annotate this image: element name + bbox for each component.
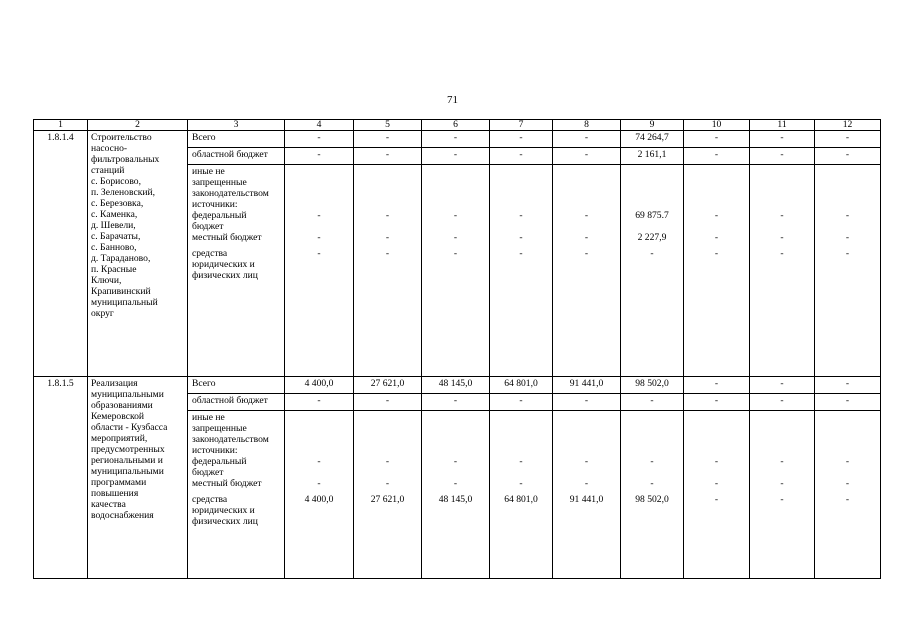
value-cell [490, 411, 553, 579]
federal-value: - [385, 456, 390, 467]
value-cell: - [815, 131, 881, 148]
value-cell [422, 411, 490, 579]
local-value: - [584, 478, 589, 489]
legal-value: 48 145,0 [438, 494, 473, 505]
value-cell [684, 165, 750, 377]
column-header: 12 [815, 120, 881, 131]
local-value: - [385, 478, 390, 489]
legal-value: - [317, 248, 321, 259]
budget-table [33, 119, 881, 579]
text-line: физических лиц [192, 270, 258, 281]
text-line: источники: [192, 199, 238, 210]
text-line: области - Кузбасса [91, 422, 168, 433]
column-header: 9 [621, 120, 684, 131]
text-line: округ [91, 308, 114, 319]
federal-value: - [845, 210, 850, 221]
value-cell: - [422, 148, 490, 165]
legal-value: - [845, 248, 850, 259]
federal-value: - [780, 210, 784, 221]
text-line: предусмотренных [91, 444, 165, 455]
text-line: п. Красные [91, 264, 137, 275]
source-label: Всего [188, 377, 285, 394]
local-value: - [714, 478, 719, 489]
column-header: 10 [684, 120, 750, 131]
text-line: бюджет [192, 221, 224, 232]
federal-value: - [317, 456, 321, 467]
local-value: - [650, 478, 654, 489]
value-cell: - [621, 394, 684, 411]
column-header: 11 [750, 120, 815, 131]
table-row [34, 131, 881, 148]
text-line: средства [192, 494, 228, 505]
item-description [88, 377, 188, 579]
value-cell [354, 165, 422, 377]
text-line: Крапивинский [91, 286, 151, 297]
federal-value: - [845, 456, 850, 467]
column-header: 8 [553, 120, 621, 131]
text-line: юридических и [192, 505, 255, 516]
legal-value: - [519, 248, 523, 259]
local-value: - [584, 232, 589, 243]
value-cell [285, 165, 354, 377]
value-cell: - [553, 131, 621, 148]
source-label [188, 411, 285, 579]
source-label [188, 165, 285, 377]
table-body [34, 120, 881, 579]
legal-value: 98 502,0 [635, 494, 669, 505]
federal-value: - [453, 456, 458, 467]
value-cell: 74 264,7 [621, 131, 684, 148]
text-line: региональными и [91, 455, 163, 466]
value-cell: - [684, 377, 750, 394]
value-cell [621, 165, 684, 377]
value-cell: 98 502,0 [621, 377, 684, 394]
text-line: Строительство [91, 132, 152, 143]
text-line: с. Барачаты, [91, 231, 141, 242]
text-line: бюджет [192, 467, 224, 478]
legal-value: - [714, 494, 719, 505]
text-line: юридических и [192, 259, 255, 270]
value-cell: 4 400,0 [285, 377, 354, 394]
text-line: местный бюджет [192, 232, 262, 243]
local-value: - [385, 232, 390, 243]
local-value: - [519, 478, 523, 489]
text-line: с. Каменка, [91, 209, 138, 220]
text-line: водоснабжения [91, 510, 154, 521]
value-cell: - [684, 148, 750, 165]
value-cell [621, 411, 684, 579]
local-value: 2 227,9 [637, 232, 667, 243]
page-number: 71 [447, 94, 458, 106]
value-cell: - [285, 394, 354, 411]
item-number: 1.8.1.4 [34, 131, 88, 377]
text-line: муниципальными [91, 466, 164, 477]
value-cell: - [815, 394, 881, 411]
text-line: с. Борисово, [91, 176, 142, 187]
text-line: законодательством [192, 434, 269, 445]
value-cell [422, 165, 490, 377]
text-line: с. Березовка, [91, 198, 144, 209]
text-line: источники: [192, 445, 238, 456]
text-line: качества [91, 499, 126, 510]
federal-value: - [714, 210, 719, 221]
value-cell: 27 621,0 [354, 377, 422, 394]
federal-value: - [714, 456, 719, 467]
text-line: Кемеровской [91, 411, 145, 422]
column-header: 1 [34, 120, 88, 131]
text-line: законодательством [192, 188, 269, 199]
value-cell: 48 145,0 [422, 377, 490, 394]
column-header: 6 [422, 120, 490, 131]
text-line: запрещенные [192, 177, 247, 188]
header-row [34, 120, 881, 131]
legal-value: - [453, 248, 458, 259]
federal-value: - [453, 210, 458, 221]
federal-value: 69 875.7 [635, 210, 669, 221]
value-cell: - [750, 131, 815, 148]
value-cell: - [684, 131, 750, 148]
federal-value: - [519, 210, 523, 221]
value-cell [490, 165, 553, 377]
text-line: с. Банново, [91, 242, 137, 253]
legal-value: - [584, 248, 589, 259]
column-header: 7 [490, 120, 553, 131]
value-cell: - [750, 394, 815, 411]
text-line: местный бюджет [192, 478, 262, 489]
legal-value: - [780, 248, 784, 259]
legal-value: 64 801,0 [504, 494, 538, 505]
text-line: муниципальный [91, 297, 158, 308]
column-header: 4 [285, 120, 354, 131]
local-value: - [780, 478, 784, 489]
value-cell: 91 441,0 [553, 377, 621, 394]
local-value: - [317, 232, 321, 243]
item-number: 1.8.1.5 [34, 377, 88, 579]
text-line: иные не [192, 412, 225, 423]
text-line: запрещенные [192, 423, 247, 434]
federal-value: - [317, 210, 321, 221]
local-value: - [519, 232, 523, 243]
value-cell [285, 411, 354, 579]
value-cell: - [285, 148, 354, 165]
text-line: п. Зеленовский, [91, 187, 156, 198]
legal-value: 27 621,0 [370, 494, 405, 505]
legal-value: 4 400,0 [304, 494, 334, 505]
local-value: - [453, 232, 458, 243]
value-cell: - [285, 131, 354, 148]
text-line: муниципальными [91, 389, 164, 400]
value-cell: - [422, 131, 490, 148]
text-line: Ключи, [91, 275, 122, 286]
federal-value: - [650, 456, 654, 467]
text-line: д. Тараданово, [91, 253, 151, 264]
item-description [88, 131, 188, 377]
local-value: - [317, 478, 321, 489]
value-cell: - [422, 394, 490, 411]
value-cell: - [815, 377, 881, 394]
text-line: федеральный [192, 210, 247, 221]
text-line: д. Шевели, [91, 220, 136, 231]
column-header: 2 [88, 120, 188, 131]
federal-value: - [780, 456, 784, 467]
legal-value: - [385, 248, 390, 259]
federal-value: - [584, 456, 589, 467]
value-cell: - [815, 148, 881, 165]
local-value: - [845, 478, 850, 489]
value-cell: 64 801,0 [490, 377, 553, 394]
value-cell [553, 411, 621, 579]
federal-value: - [385, 210, 390, 221]
local-value: - [780, 232, 784, 243]
value-cell: - [750, 148, 815, 165]
value-cell: - [553, 148, 621, 165]
source-label: областной бюджет [188, 148, 285, 165]
column-header: 3 [188, 120, 285, 131]
text-line: средства [192, 248, 228, 259]
value-cell: - [553, 394, 621, 411]
column-header: 5 [354, 120, 422, 131]
value-cell: - [490, 394, 553, 411]
value-cell: - [490, 148, 553, 165]
source-label: областной бюджет [188, 394, 285, 411]
value-cell: - [354, 148, 422, 165]
source-label: Всего [188, 131, 285, 148]
federal-value: - [584, 210, 589, 221]
text-line: мероприятий, [91, 433, 148, 444]
text-line: Реализация [91, 378, 138, 389]
local-value: - [453, 478, 458, 489]
text-line: насосно- [91, 143, 128, 154]
value-cell [750, 165, 815, 377]
text-line: образованиями [91, 400, 153, 411]
text-line: станций [91, 165, 125, 176]
legal-value: - [780, 494, 784, 505]
text-line: федеральный [192, 456, 247, 467]
value-cell: - [684, 394, 750, 411]
value-cell: 2 161,1 [621, 148, 684, 165]
value-cell [750, 411, 815, 579]
local-value: - [845, 232, 850, 243]
local-value: - [714, 232, 719, 243]
federal-value: - [519, 456, 523, 467]
text-line: повышения [91, 488, 139, 499]
legal-value: - [714, 248, 719, 259]
value-cell: - [490, 131, 553, 148]
value-cell [553, 165, 621, 377]
table-row [34, 377, 881, 394]
value-cell [684, 411, 750, 579]
text-line: физических лиц [192, 516, 258, 527]
value-cell [815, 165, 881, 377]
value-cell: - [354, 131, 422, 148]
legal-value: - [650, 248, 654, 259]
text-line: иные не [192, 166, 225, 177]
text-line: фильтровальных [91, 154, 160, 165]
value-cell [815, 411, 881, 579]
text-line: программами [91, 477, 147, 488]
value-cell: - [750, 377, 815, 394]
value-cell: - [354, 394, 422, 411]
legal-value: 91 441,0 [569, 494, 604, 505]
value-cell [354, 411, 422, 579]
legal-value: - [845, 494, 850, 505]
